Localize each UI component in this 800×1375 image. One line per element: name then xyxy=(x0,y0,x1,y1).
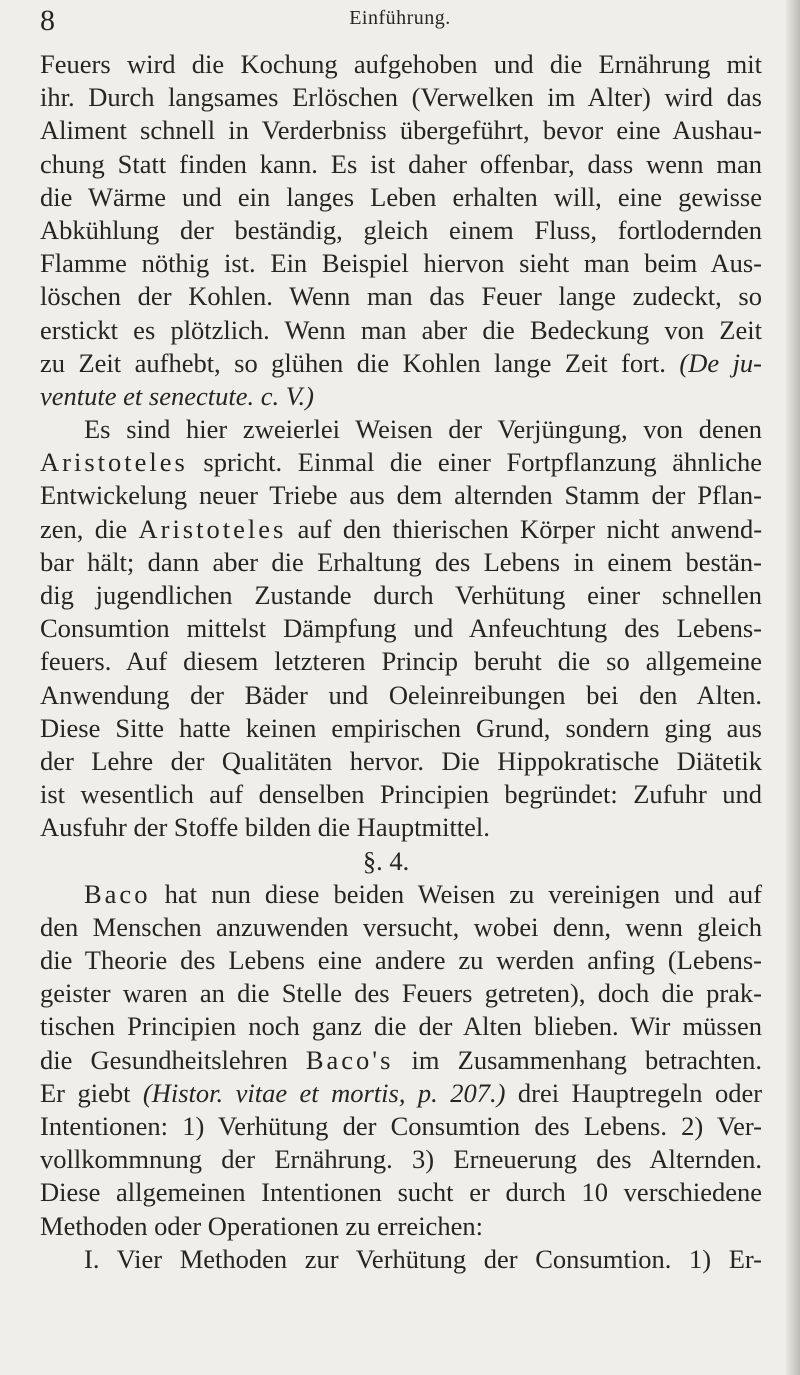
text-line: Flamme nöthig ist. Ein Beispiel hiervon sieht man beim Aus- xyxy=(40,248,762,279)
text-line: Consumtion mittelst Dämpfung und Anfeuchtung des Lebens- xyxy=(40,613,762,644)
text-line: Intentionen: 1) Verhütung der Consumtion des Lebens. 2) Ver- xyxy=(40,1111,762,1141)
body-text xyxy=(40,48,762,1276)
text-line: Ausfuhr der Stoffe bilden die Hauptmittel. xyxy=(40,812,490,843)
text-line: ist wesentlich auf denselben Principien begründet: Zufuhr und xyxy=(40,779,762,810)
text-line: Aliment schnell in Verderbniss übergeführt, bevor eine Aushau- xyxy=(40,115,762,146)
citation: (Histor. vitae et mortis, p. 207.) xyxy=(142,1077,506,1108)
text-line: Anwendung der Bäder und Oeleinreibungen bei den Alten. xyxy=(40,679,762,710)
text-line: Diese Sitte hatte keinen empirischen Grund, sondern ging aus xyxy=(40,712,762,743)
text-line: Diese allgemeinen Intentionen sucht er durch 10 verschiedene xyxy=(40,1177,762,1208)
text-line: zu Zeit aufhebt, so glühen die Kohlen lange Zeit fort. (De ju- xyxy=(40,347,763,378)
text-line: feuers. Auf diesem letzteren Princip beruht die so allgemeine xyxy=(40,646,762,677)
author-name: Aristoteles xyxy=(138,513,287,544)
text-line: die Wärme und ein langes Leben erhalten will, eine gewisse xyxy=(40,181,762,212)
text-line: geister waren an die Stelle des Feuers getreten), doch die prak- xyxy=(40,978,762,1009)
text-line: erstickt es plötzlich. Wenn man aber die Bedeckung von Zeit xyxy=(40,314,762,345)
citation: (De ju- xyxy=(679,347,763,378)
author-name: Aristoteles xyxy=(40,447,188,478)
text-line: bar hält; dann aber die Erhaltung des Lebens in einem bestän- xyxy=(40,546,762,577)
author-name: Baco's xyxy=(305,1044,394,1075)
text-line: Methoden oder Operationen zu erreichen: xyxy=(40,1210,483,1241)
citation: ventute et senectute. c. V.) xyxy=(40,380,314,411)
author-name: Baco xyxy=(84,878,151,909)
text-line: Er giebt (Histor. vitae et mortis, p. 207.) drei Hauptregeln oder xyxy=(40,1077,763,1108)
text-line: dig jugendlichen Zustande durch Verhütung einer schnellen xyxy=(40,580,762,610)
text-line: den Menschen anzuwenden versucht, wobei denn, wenn gleich xyxy=(40,911,762,942)
text-line: Entwickelung neuer Triebe aus dem alternden Stamm der Pflan- xyxy=(40,480,762,511)
running-title: Einführung. xyxy=(349,7,451,29)
text-line: löschen der Kohlen. Wenn man das Feuer lange zudeckt, so xyxy=(40,281,762,312)
text-line: die Theorie des Lebens eine andere zu werden anfing (Lebens- xyxy=(40,945,762,976)
text-line xyxy=(40,380,762,413)
text-line: Aristoteles spricht. Einmal die einer Fortpflanzung ähnliche xyxy=(40,447,762,478)
section-heading: §. 4. xyxy=(362,845,410,876)
text-line: ihr. Durch langsames Erlöschen (Verwelken im Alter) wird das xyxy=(40,82,762,113)
text-line: zen, die Aristoteles auf den thierischen Körper nicht anwend- xyxy=(40,513,763,544)
text-line: Feuers wird die Kochung aufgehoben und die Ernährung mit xyxy=(40,49,762,79)
text-line: Abkühlung der beständig, gleich einem Fluss, fortlodernden xyxy=(40,214,762,245)
text-line: tischen Principien noch ganz die der Alten blieben. Wir müssen xyxy=(40,1011,762,1042)
text-line: der Lehre der Qualitäten hervor. Die Hippokratische Diätetik xyxy=(40,745,762,776)
page-number: 8 xyxy=(40,4,55,37)
text-line: Baco hat nun diese beiden Weisen zu vereinigen und auf xyxy=(84,878,762,909)
text-line: chung Statt finden kann. Es ist daher offenbar, dass wenn man xyxy=(40,148,762,179)
text-line: die Gesundheitslehren Baco's im Zusammenhang betrachten. xyxy=(40,1044,762,1075)
text-line: Es sind hier zweierlei Weisen der Verjüngung, von denen xyxy=(84,414,762,445)
text-line: vollkommnung der Ernährung. 3) Erneuerung des Alternden. xyxy=(40,1144,762,1175)
text-line: I. Vier Methoden zur Verhütung der Consumtion. 1) Er- xyxy=(84,1243,762,1274)
page-binding-edge xyxy=(786,0,800,1375)
